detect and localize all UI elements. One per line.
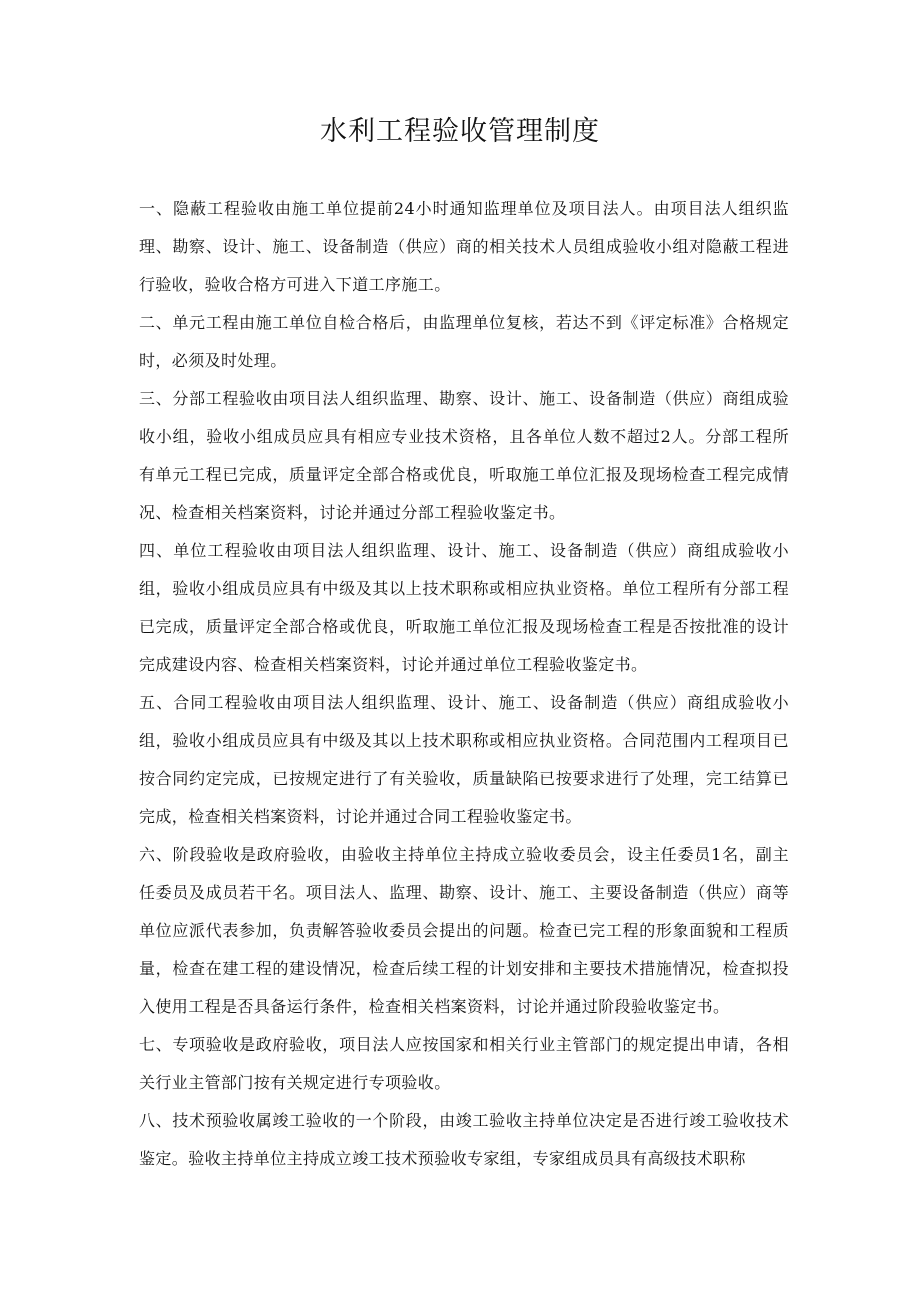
document-title: 水利工程验收管理制度 [320, 116, 600, 147]
paragraph-8: 八、技术预验收属竣工验收的一个阶段，由竣工验收主持单位决定是否进行竣工验收技术鉴定。验收主持单位主持成立竣工技术预验收专家组，专家组成员具有高级技术职称 [139, 1111, 789, 1168]
paragraph-7: 七、专项验收是政府验收，项目法人应按国家和相关行业主管部门的规定提出申请，各相关行业主管部门按有关规定进行专项验收。 [139, 1035, 789, 1092]
paragraph-4: 四、单位工程验收由项目法人组织监理、设计、施工、设备制造（供应）商组成验收小组，验收小组成员应具有中级及其以上技术职称或相应执业资格。单位工程所有分部工程已完成，质量评定全部合格或优良，听取施工单位汇报及现场检查工程是否按批准的设计完成建设内容、检查相关档案资料，讨论并通过单位工程验收鉴定书。 [139, 541, 789, 674]
paragraph-6: 六、阶段验收是政府验收，由验收主持单位主持成立验收委员会，设主任委员1名，副主任委员及成员若干名。项目法人、监理、勘察、设计、施工、主要设备制造（供应）商等单位应派代表参加，负责解答验收委员会提出的问题。检查已完工程的形象面貌和工程质量，检查在建工程的建设情况，检查后续工程的计划安排和主要技术措施情况，检查拟投入使用工程是否具备运行条件，检查相关档案资料，讨论并通过阶段验收鉴定书。 [139, 845, 789, 1016]
paragraph-3: 三、分部工程验收由项目法人组织监理、勘察、设计、施工、设备制造（供应）商组成验收小组，验收小组成员应具有相应专业技术资格，且各单位人数不超过2人。分部工程所有单元工程已完成，质量评定全部合格或优良，听取施工单位汇报及现场检查工程完成情况、检查相关档案资料，讨论并通过分部工程验收鉴定书。 [139, 389, 789, 522]
paragraph-5: 五、合同工程验收由项目法人组织监理、设计、施工、设备制造（供应）商组成验收小组，验收小组成员应具有中级及其以上技术职称或相应执业资格。合同范围内工程项目已按合同约定完成，已按规定进行了有关验收，质量缺陷已按要求进行了处理，完工结算已完成，检查相关档案资料，讨论并通过合同工程验收鉴定书。 [139, 693, 789, 826]
document-body [139, 190, 789, 1178]
paragraph-2: 二、单元工程由施工单位自检合格后，由监理单位复核，若达不到《评定标准》合格规定时，必须及时处理。 [139, 313, 789, 370]
paragraph-1: 一、隐蔽工程验收由施工单位提前24小时通知监理单位及项目法人。由项目法人组织监理、勘察、设计、施工、设备制造（供应）商的相关技术人员组成验收小组对隐蔽工程进行验收，验收合格方可进入下道工序施工。 [139, 199, 789, 294]
